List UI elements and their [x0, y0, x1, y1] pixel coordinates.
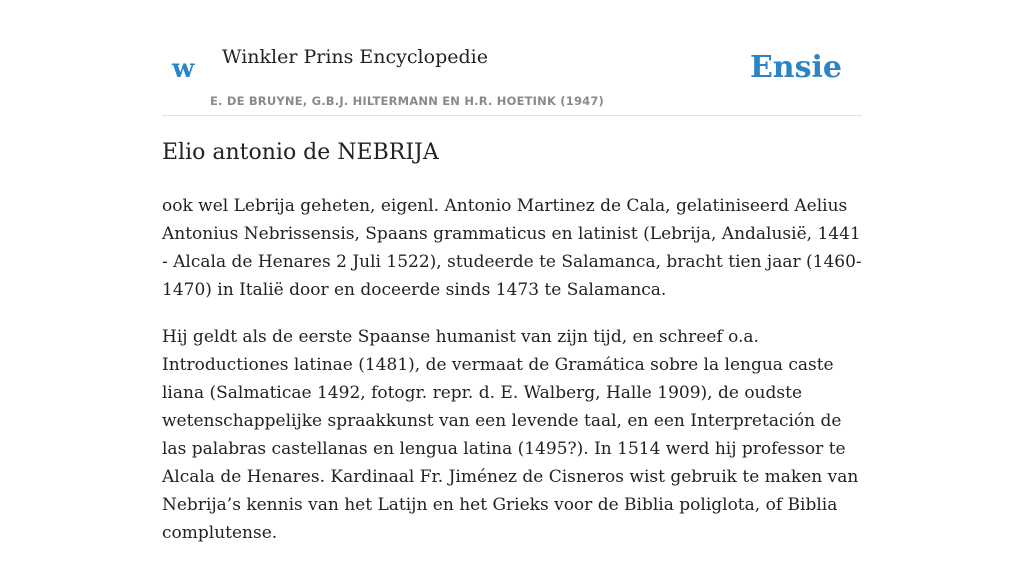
publication-title[interactable]: Winkler Prins Encyclopedie [222, 46, 488, 68]
article-paragraph: Hij geldt als de eerste Spaanse humanist van zijn tijd, en schreef o.a. Introductiones latinae (1481), de vermaat de Gramática sobre la lengua caste liana (Salmaticae 1492, fotogr. repr. d. E. Walberg, Halle 1909), de oudste wetenschappelijke spraakkunst van een levende taal, en een Interpretación de las palabras castellanas en lengua latina (1495?). In 1514 werd hij professor te Alcala de Henares. Kardinaal Fr. Jiménez de Cisneros wist gebruik te maken van Nebrija’s kennis van het Latijn en het Grieks voor de Biblia poliglota, of Biblia complutense. [162, 327, 859, 543]
ensie-brand-link[interactable]: Ensie [749, 50, 842, 85]
article-title: Elio antonio de NEBRIJA [162, 140, 439, 165]
winkler-prins-logo[interactable]: w [172, 54, 195, 84]
publication-authors: E. DE BRUYNE, G.B.J. HILTERMANN EN H.R. HOETINK (1947) [210, 94, 605, 108]
publication-header [162, 0, 862, 116]
article-page [162, 0, 862, 543]
article-body [162, 192, 862, 566]
article-paragraph: ook wel Lebrija geheten, eigenl. Antonio Martinez de Cala, gelatiniseerd Aelius Antonius Nebrissensis, Spaans grammaticus en latinist (Lebrija, Andalusië, 1441 - Alcala de Henares 2 Juli 1522), studeerde te Salamanca, bracht tien jaar (1460-1470) in Italië door en doceerde sinds 1473 te Salamanca. [162, 196, 862, 300]
